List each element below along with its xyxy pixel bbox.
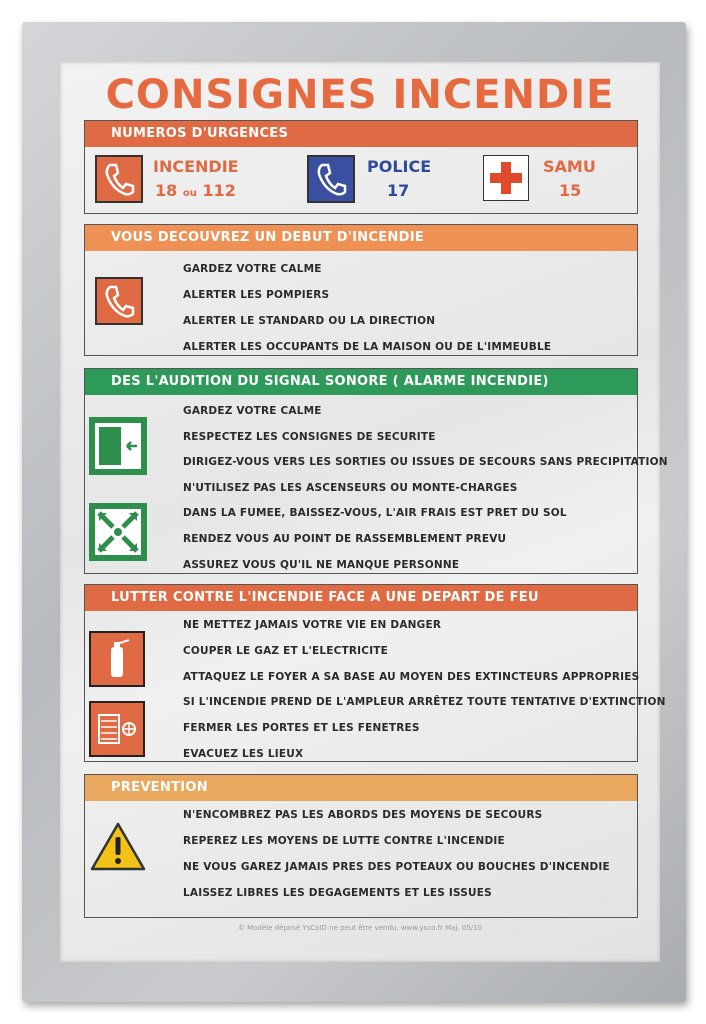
police-phone-icon (307, 155, 355, 203)
incendie-number-18: 18 (155, 181, 178, 200)
section-prevention (84, 774, 638, 918)
list-item: GARDEZ VOTRE CALME (183, 405, 322, 417)
list-item: FERMER LES PORTES ET LES FENETRES (183, 722, 420, 734)
warning-icon (89, 821, 147, 873)
incendie-number-sep: ou (182, 188, 197, 199)
police-number: 17 (387, 181, 410, 200)
list-item: ATTAQUEZ LE FOYER A SA BASE AU MOYEN DES EXTINCTEURS APPROPRIES (183, 671, 640, 683)
section-decouvrez-header: VOUS DECOUVREZ UN DEBUT D'INCENDIE (85, 225, 637, 251)
fire-instructions-poster (60, 62, 668, 962)
list-item: NE METTEZ JAMAIS VOTRE VIE EN DANGER (183, 619, 442, 631)
list-item: DANS LA FUMEE, BAISSEZ-VOUS, L'AIR FRAIS EST PRET DU SOL (183, 507, 567, 519)
list-item: N'ENCOMBREZ PAS LES ABORDS DES MOYENS DE SECOURS (183, 809, 543, 821)
assembly-point-icon (89, 503, 147, 561)
list-item: ALERTER LES POMPIERS (183, 289, 330, 301)
phone-icon (95, 277, 143, 325)
incendie-label: INCENDIE (153, 157, 239, 176)
list-item: ASSUREZ VOUS QU'IL NE MANQUE PERSONNE (183, 559, 460, 571)
list-item: ALERTER LES OCCUPANTS DE LA MAISON OU DE L'IMMEUBLE (183, 341, 552, 353)
section-lutter-header: LUTTER CONTRE L'INCENDIE FACE A UNE DEPART DE FEU (85, 585, 637, 611)
list-item: REPEREZ LES MOYENS DE LUTTE CONTRE L'INCENDIE (183, 835, 505, 847)
section-lutter (84, 584, 666, 762)
section-prevention-header: PREVENTION (85, 775, 637, 801)
section-urgences-header: NUMEROS D'URGENCES (85, 121, 637, 147)
list-item: ALERTER LE STANDARD OU LA DIRECTION (183, 315, 436, 327)
section-audition-header: DES L'AUDITION DU SIGNAL SONORE ( ALARME INCENDIE) (85, 369, 637, 395)
police-label: POLICE (367, 157, 432, 176)
poster-title: CONSIGNES INCENDIE (105, 72, 615, 118)
list-item: COUPER LE GAZ ET L'ELECTRICITE (183, 645, 389, 657)
list-item: RESPECTEZ LES CONSIGNES DE SECURITE (183, 431, 436, 443)
emergency-exit-icon (89, 417, 147, 475)
list-item: LAISSEZ LIBRES LES DEGAGEMENTS ET LES ISSUES (183, 887, 492, 899)
list-item: DIRIGEZ-VOUS VERS LES SORTIES OU ISSUES DE SECOURS SANS PRECIPITATION (183, 456, 668, 468)
section-decouvrez (84, 224, 638, 356)
poster-footer: © Modèle déposé YsCoID ne peut être vendu, www.ysco.fr Maj. 05/10 (237, 924, 483, 932)
incendie-numbers (155, 181, 236, 200)
list-item: GARDEZ VOTRE CALME (183, 263, 322, 275)
red-cross-icon (483, 155, 529, 201)
list-item: NE VOUS GAREZ JAMAIS PRES DES POTEAUX OU BOUCHES D'INCENDIE (183, 861, 610, 873)
list-item: N'UTILISEZ PAS LES ASCENSEURS OU MONTE-CHARGES (183, 482, 518, 494)
phone-icon (95, 155, 143, 203)
list-item: EVACUEZ LES LIEUX (183, 748, 304, 760)
section-audition (84, 368, 668, 574)
fire-extinguisher-icon (89, 631, 145, 687)
list-item: SI L'INCENDIE PREND DE L'AMPLEUR ARRÊTEZ TOUTE TENTATIVE D'EXTINCTION (183, 696, 666, 708)
incendie-number-112: 112 (202, 181, 236, 200)
samu-number: 15 (559, 181, 582, 200)
section-urgences (84, 120, 638, 214)
samu-label: SAMU (543, 157, 596, 176)
list-item: RENDEZ VOUS AU POINT DE RASSEMBLEMENT PREVU (183, 533, 507, 545)
fire-hose-icon (89, 701, 145, 757)
